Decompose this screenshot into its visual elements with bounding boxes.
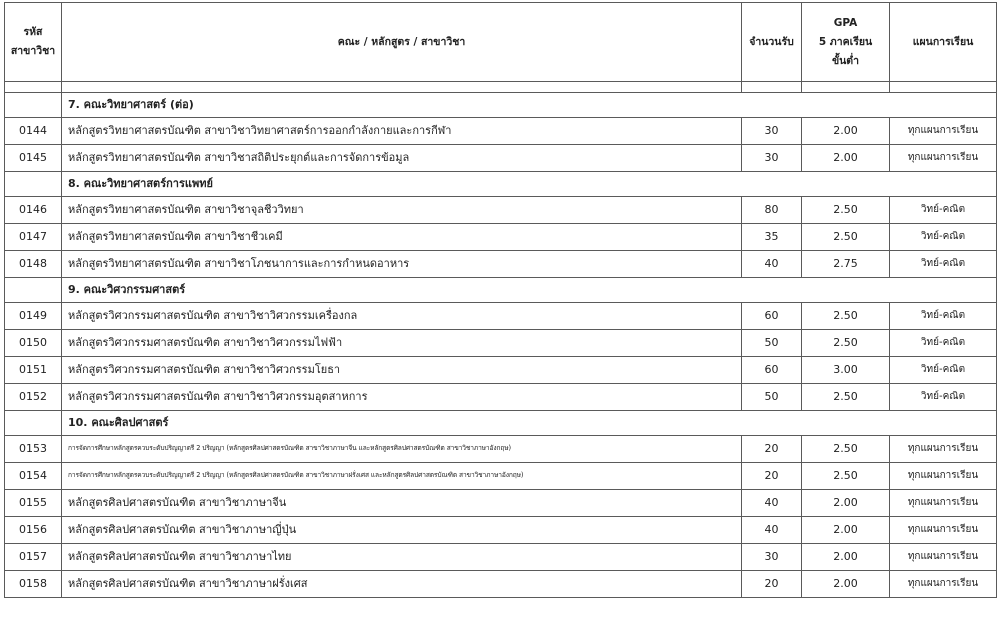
admission-quota-table <box>4 2 997 598</box>
program-min-gpa: 2.50 <box>802 224 890 251</box>
faculty-code-cell <box>5 93 62 118</box>
header-spacer-row <box>5 82 997 93</box>
program-name: หลักสูตรวิศวกรรมศาสตรบัณฑิต สาขาวิชาวิศวกรรมอุตสาหการ <box>62 384 742 411</box>
program-name: หลักสูตรศิลปศาสตรบัณฑิต สาขาวิชาภาษาฝรั่งเศส <box>62 571 742 598</box>
program-min-gpa: 2.00 <box>802 490 890 517</box>
program-study-plan: ทุกแผนการเรียน <box>890 517 997 544</box>
program-quota: 60 <box>742 357 802 384</box>
faculty-title: 7. คณะวิทยาศาสตร์ (ต่อ) <box>62 93 997 118</box>
program-study-plan: วิทย์-คณิต <box>890 357 997 384</box>
program-code: 0156 <box>5 517 62 544</box>
table-body <box>5 93 997 598</box>
program-name: หลักสูตรวิทยาศาสตรบัณฑิต สาขาวิชาโภชนาการและการกำหนดอาหาร <box>62 251 742 278</box>
program-code: 0152 <box>5 384 62 411</box>
program-name: หลักสูตรศิลปศาสตรบัณฑิต สาขาวิชาภาษาจีน <box>62 490 742 517</box>
program-name: หลักสูตรวิศวกรรมศาสตรบัณฑิต สาขาวิชาวิศวกรรมเครื่องกล <box>62 303 742 330</box>
faculty-row <box>5 172 997 197</box>
faculty-code-cell <box>5 411 62 436</box>
program-quota: 20 <box>742 571 802 598</box>
program-min-gpa: 2.50 <box>802 436 890 463</box>
program-code: 0157 <box>5 544 62 571</box>
program-code: 0145 <box>5 145 62 172</box>
program-min-gpa: 2.75 <box>802 251 890 278</box>
program-min-gpa: 2.50 <box>802 197 890 224</box>
table-row <box>5 436 997 463</box>
table-row <box>5 517 997 544</box>
program-study-plan: วิทย์-คณิต <box>890 197 997 224</box>
program-study-plan: วิทย์-คณิต <box>890 303 997 330</box>
program-min-gpa: 2.50 <box>802 384 890 411</box>
program-quota: 80 <box>742 197 802 224</box>
program-code: 0151 <box>5 357 62 384</box>
program-name: การจัดการศึกษาหลักสูตรควบระดับปริญญาตรี 2 ปริญญา (หลักสูตรศิลปศาสตรบัณฑิต สาขาวิชาภาษาจีน และหลักสูตรศิลปศาสตรบัณฑิต สาขาวิชาภาษาอังกฤษ) <box>62 436 742 463</box>
table-row <box>5 251 997 278</box>
program-quota: 40 <box>742 517 802 544</box>
table-row <box>5 357 997 384</box>
program-name: หลักสูตรวิทยาศาสตรบัณฑิต สาขาวิชาวิทยาศาสตร์การออกกำลังกายและการกีฬา <box>62 118 742 145</box>
program-quota: 20 <box>742 463 802 490</box>
program-code: 0147 <box>5 224 62 251</box>
program-code: 0148 <box>5 251 62 278</box>
header-study-plan: แผนการเรียน <box>890 3 997 82</box>
table-row <box>5 145 997 172</box>
header-program-name: คณะ / หลักสูตร / สาขาวิชา <box>62 3 742 82</box>
program-min-gpa: 2.50 <box>802 463 890 490</box>
table-row <box>5 118 997 145</box>
program-study-plan: ทุกแผนการเรียน <box>890 544 997 571</box>
table-row <box>5 571 997 598</box>
program-code: 0154 <box>5 463 62 490</box>
faculty-title: 8. คณะวิทยาศาสตร์การแพทย์ <box>62 172 997 197</box>
table-row <box>5 544 997 571</box>
table-row <box>5 330 997 357</box>
faculty-row <box>5 93 997 118</box>
program-study-plan: วิทย์-คณิต <box>890 251 997 278</box>
program-study-plan: ทุกแผนการเรียน <box>890 118 997 145</box>
program-study-plan: ทุกแผนการเรียน <box>890 490 997 517</box>
program-name: หลักสูตรศิลปศาสตรบัณฑิต สาขาวิชาภาษาไทย <box>62 544 742 571</box>
program-code: 0144 <box>5 118 62 145</box>
program-name: หลักสูตรวิทยาศาสตรบัณฑิต สาขาวิชาสถิติประยุกต์และการจัดการข้อมูล <box>62 145 742 172</box>
program-code: 0149 <box>5 303 62 330</box>
program-name: หลักสูตรศิลปศาสตรบัณฑิต สาขาวิชาภาษาญี่ปุ่น <box>62 517 742 544</box>
program-min-gpa: 2.50 <box>802 303 890 330</box>
program-quota: 30 <box>742 544 802 571</box>
program-code: 0150 <box>5 330 62 357</box>
program-quota: 50 <box>742 330 802 357</box>
program-quota: 40 <box>742 251 802 278</box>
program-min-gpa: 2.00 <box>802 517 890 544</box>
program-min-gpa: 2.00 <box>802 145 890 172</box>
faculty-title: 9. คณะวิศวกรรมศาสตร์ <box>62 278 997 303</box>
program-study-plan: วิทย์-คณิต <box>890 224 997 251</box>
program-min-gpa: 2.00 <box>802 118 890 145</box>
program-study-plan: ทุกแผนการเรียน <box>890 463 997 490</box>
program-study-plan: ทุกแผนการเรียน <box>890 571 997 598</box>
faculty-code-cell <box>5 172 62 197</box>
faculty-code-cell <box>5 278 62 303</box>
program-code: 0146 <box>5 197 62 224</box>
faculty-title: 10. คณะศิลปศาสตร์ <box>62 411 997 436</box>
table-row <box>5 303 997 330</box>
program-name: หลักสูตรวิทยาศาสตรบัณฑิต สาขาวิชาจุลชีววิทยา <box>62 197 742 224</box>
program-quota: 35 <box>742 224 802 251</box>
program-name: การจัดการศึกษาหลักสูตรควบระดับปริญญาตรี 2 ปริญญา (หลักสูตรศิลปศาสตรบัณฑิต สาขาวิชาภาษาฝรั่งเศส และหลักสูตรศิลปศาสตรบัณฑิต สาขาวิชาภาษาอังกฤษ) <box>62 463 742 490</box>
program-quota: 20 <box>742 436 802 463</box>
program-study-plan: วิทย์-คณิต <box>890 384 997 411</box>
program-min-gpa: 2.50 <box>802 330 890 357</box>
program-quota: 30 <box>742 145 802 172</box>
program-name: หลักสูตรวิทยาศาสตรบัณฑิต สาขาวิชาชีวเคมี <box>62 224 742 251</box>
program-quota: 60 <box>742 303 802 330</box>
faculty-row <box>5 278 997 303</box>
table-row <box>5 224 997 251</box>
table-row <box>5 384 997 411</box>
table-row <box>5 197 997 224</box>
table-row <box>5 490 997 517</box>
program-min-gpa: 3.00 <box>802 357 890 384</box>
header-gpa: GPA 5 ภาคเรียน ขั้นต่ำ <box>802 3 890 82</box>
header-code: รหัส สาขาวิชา <box>5 3 62 82</box>
program-code: 0158 <box>5 571 62 598</box>
program-quota: 50 <box>742 384 802 411</box>
program-name: หลักสูตรวิศวกรรมศาสตรบัณฑิต สาขาวิชาวิศวกรรมไฟฟ้า <box>62 330 742 357</box>
header-quota: จำนวนรับ <box>742 3 802 82</box>
program-name: หลักสูตรวิศวกรรมศาสตรบัณฑิต สาขาวิชาวิศวกรรมโยธา <box>62 357 742 384</box>
table-row <box>5 463 997 490</box>
header-row <box>5 3 997 82</box>
program-study-plan: วิทย์-คณิต <box>890 330 997 357</box>
program-code: 0153 <box>5 436 62 463</box>
program-quota: 30 <box>742 118 802 145</box>
program-min-gpa: 2.00 <box>802 571 890 598</box>
program-study-plan: ทุกแผนการเรียน <box>890 145 997 172</box>
faculty-row <box>5 411 997 436</box>
program-quota: 40 <box>742 490 802 517</box>
program-study-plan: ทุกแผนการเรียน <box>890 436 997 463</box>
program-code: 0155 <box>5 490 62 517</box>
program-min-gpa: 2.00 <box>802 544 890 571</box>
